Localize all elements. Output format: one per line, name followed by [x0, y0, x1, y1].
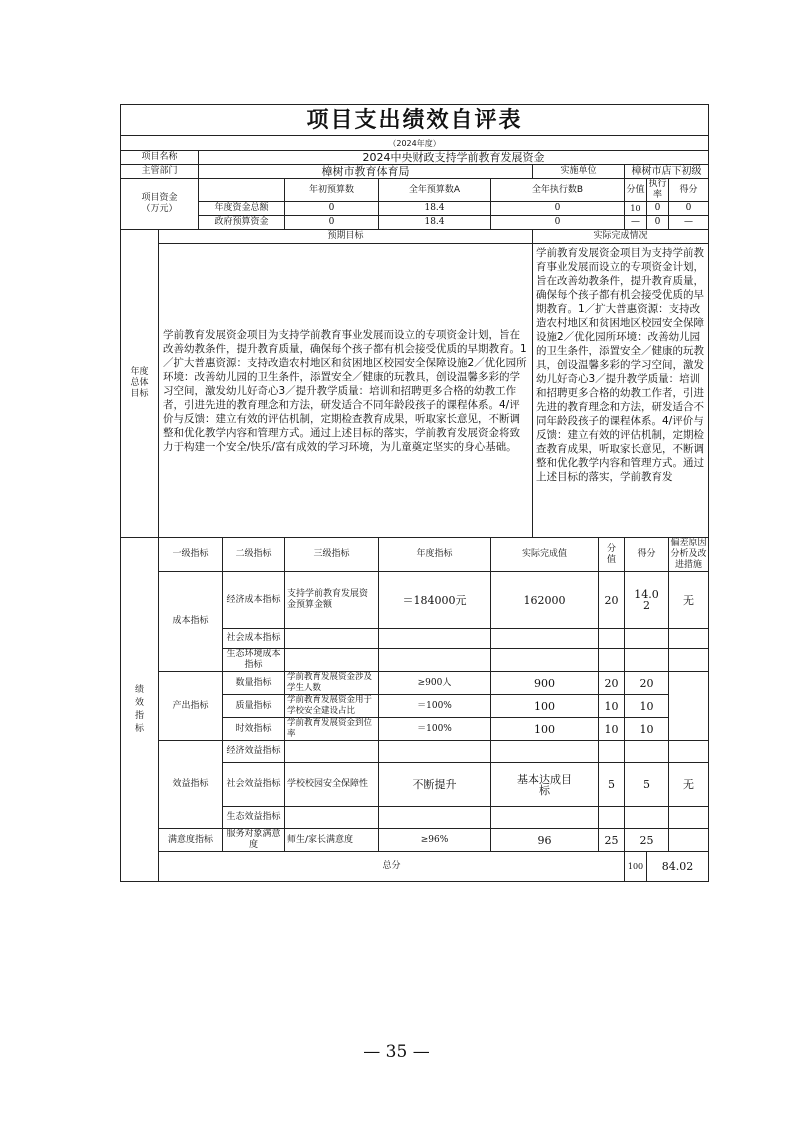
- output-score: 20: [599, 672, 625, 695]
- funds-cell: 10: [625, 202, 647, 216]
- benefit-l3: 学校校园安全保障性: [285, 763, 379, 807]
- actual-label: 实际完成情况: [533, 230, 709, 244]
- benefit-score: 5: [599, 763, 625, 807]
- perf-header-reason: 偏差原因分析及改进措施: [669, 538, 709, 572]
- benefit-l2: 经济效益指标: [223, 741, 285, 763]
- funds-header-executed: 全年执行数B: [491, 179, 625, 202]
- empty-cell: [599, 741, 625, 763]
- empty-cell: [669, 629, 709, 649]
- perf-header-actual: 实际完成值: [491, 538, 599, 572]
- perf-header-score: 分值: [599, 538, 625, 572]
- output-l1: 产出指标: [159, 672, 223, 741]
- table-row: [121, 572, 709, 629]
- funds-cell: 0: [285, 216, 379, 230]
- output-actual: 100: [491, 718, 599, 741]
- cost-reason: 无: [669, 572, 709, 629]
- cost-l1: 成本指标: [159, 572, 223, 672]
- empty-cell: [285, 741, 379, 763]
- output-actual: 900: [491, 672, 599, 695]
- perf-header-l3: 三级指标: [285, 538, 379, 572]
- empty-cell: [379, 629, 491, 649]
- output-l3: 学前教育发展资金涉及学生人数: [285, 672, 379, 695]
- funds-gov-row: [121, 216, 709, 230]
- output-l2: 质量指标: [223, 695, 285, 718]
- goal-label: 年度总体目标: [121, 230, 159, 538]
- benefit-got: 5: [625, 763, 669, 807]
- empty-cell: [669, 741, 709, 763]
- perf-header-target: 年度指标: [379, 538, 491, 572]
- perf-label: [121, 538, 159, 882]
- empty-cell: [625, 649, 669, 672]
- funds-cell: 0: [647, 216, 669, 230]
- funds-row-label: 年度资金总额: [199, 202, 285, 216]
- empty-cell: [599, 807, 625, 829]
- form-title: 项目支出绩效自评表: [121, 105, 709, 136]
- year-row: [121, 136, 709, 151]
- output-l2: 数量指标: [223, 672, 285, 695]
- benefit-target: 不断提升: [379, 763, 491, 807]
- cost-actual: 162000: [491, 572, 599, 629]
- table-row: [121, 829, 709, 852]
- output-actual: 100: [491, 695, 599, 718]
- funds-header-initial: 年初预算数: [285, 179, 379, 202]
- satis-l2: 服务对象满意度: [223, 829, 285, 852]
- cost-target: ＝184000元: [379, 572, 491, 629]
- funds-cell: —: [669, 216, 709, 230]
- empty-cell: [669, 807, 709, 829]
- empty-cell: [285, 649, 379, 672]
- empty-cell: [669, 649, 709, 672]
- perf-header-got: 得分: [625, 538, 669, 572]
- funds-header-row: [121, 179, 709, 202]
- satis-l3: 师生/家长满意度: [285, 829, 379, 852]
- benefit-l2: 社会效益指标: [223, 763, 285, 807]
- output-got: 10: [625, 695, 669, 718]
- funds-header-rate: 执行率: [648, 179, 667, 200]
- benefit-actual: 基本达成目标: [491, 763, 599, 807]
- actual-text-cell: [533, 244, 709, 538]
- output-got: 10: [625, 718, 669, 741]
- benefit-l1: 效益指标: [159, 741, 223, 829]
- output-l2: 时效指标: [223, 718, 285, 741]
- expected-text: 学前教育发展资金项目为支持学前教育事业发展而设立的专项资金计划，旨在改善幼教条件，提升教育质量，确保每个孩子都有机会接受优质的早期教育。1／扩大普惠资源：支持改造农村地区和贫困地区校园安全保障设施2／优化园所环境：改善幼儿园的卫生条件，添置安全／健康的玩教具，创设温馨多彩的学习空间，激发幼儿好奇心3／提升教学质量：培训和招聘更多合格的幼教工作者，引进先进的教育理念和方法，研发适合不同年龄段孩子的课程体系。4/评价与反馈：建立有效的评估机制，定期检查教育成果，听取家长意见，不断调整和优化教学内容和管理方式。通过上述目标的落实，学前教育发展资金将致力于构建一个安全/快乐/富有成效的学习环境，为儿童奠定坚实的身心基础。: [159, 244, 533, 538]
- satis-target: ≥96%: [379, 829, 491, 852]
- dept-value: 樟树市教育体育局: [199, 165, 533, 179]
- form-year: （2024年度）: [121, 136, 709, 151]
- cost-got: 14.02: [625, 572, 669, 629]
- project-name-label: 项目名称: [121, 151, 199, 165]
- satis-got: 25: [625, 829, 669, 852]
- output-score: 10: [599, 695, 625, 718]
- cost-score: 20: [599, 572, 625, 629]
- empty-cell: [379, 741, 491, 763]
- title-row: [121, 105, 709, 136]
- empty-cell: [491, 741, 599, 763]
- funds-cell: 0: [647, 202, 669, 216]
- benefit-l2: 生态效益指标: [223, 807, 285, 829]
- total-got: 84.02: [647, 852, 709, 882]
- funds-total-row: [121, 202, 709, 216]
- empty-cell: [625, 741, 669, 763]
- total-row: [121, 852, 709, 882]
- impl-label: 实施单位: [533, 165, 625, 179]
- empty-cell: [599, 649, 625, 672]
- empty-cell: [379, 807, 491, 829]
- funds-cell: 0: [285, 202, 379, 216]
- output-reason: [669, 672, 709, 741]
- benefit-reason: 无: [669, 763, 709, 807]
- impl-value: 樟树市店下初级: [625, 165, 709, 179]
- perf-label-text: 绩效指标: [134, 684, 144, 734]
- table-row: [121, 672, 709, 695]
- satis-l1: 满意度指标: [159, 829, 223, 852]
- perf-header-l1: 一级指标: [159, 538, 223, 572]
- empty-cell: [669, 829, 709, 852]
- funds-cell: 18.4: [379, 202, 491, 216]
- output-target: ＝100%: [379, 695, 491, 718]
- empty-cell: [491, 649, 599, 672]
- funds-label: 项目资金 （万元）: [121, 179, 199, 230]
- empty-cell: [491, 629, 599, 649]
- dept-row: [121, 165, 709, 179]
- table-row: [121, 741, 709, 763]
- goal-content-row: [121, 244, 709, 538]
- output-score: 10: [599, 718, 625, 741]
- satis-score: 25: [599, 829, 625, 852]
- funds-cell: —: [625, 216, 647, 230]
- goal-header-row: [121, 230, 709, 244]
- total-score: 100: [625, 852, 647, 882]
- output-target: ≥900人: [379, 672, 491, 695]
- page-number: — 35 —: [363, 1042, 430, 1062]
- empty-cell: [625, 807, 669, 829]
- total-label: 总分: [159, 852, 625, 882]
- self-evaluation-form: [120, 104, 707, 873]
- project-name-value: 2024中央财政支持学前教育发展资金: [199, 151, 709, 165]
- funds-cell: 18.4: [379, 216, 491, 230]
- empty-cell: [285, 629, 379, 649]
- cost-l3: 支持学前教育发展资金预算金额: [285, 572, 379, 629]
- empty-cell: [625, 629, 669, 649]
- actual-text: 学前教育发展资金项目为支持学前教育事业发展而设立的专项资金计划，旨在改善幼教条件，提升教育质量，确保每个孩子都有机会接受优质的早期教育。1／扩大普惠资源：支持改造农村地区和贫困地区校园安全保障设施2／优化园所环境：改善幼儿园的卫生条件，添置安全／健康的玩教具，创设温馨多彩的学习空间，激发幼儿好奇心3／提升教学质量：培训和招聘更多合格的幼教工作者，引进先进的教育理念和方法，研发适合不同年龄段孩子的课程体系。4/评价与反馈：建立有效的评估机制，定期检查教育成果，听取家长意见，不断调整和优化教学内容和管理方式。通过上述目标的落实，学前教育发: [536, 247, 704, 483]
- perf-header-row: [121, 538, 709, 572]
- empty-cell: [379, 649, 491, 672]
- satis-actual: 96: [491, 829, 599, 852]
- output-l3: 学前教育发展资金到位率: [285, 718, 379, 741]
- funds-cell: 0: [491, 202, 625, 216]
- empty-cell: [599, 629, 625, 649]
- evaluation-table: [120, 104, 709, 882]
- funds-header-blank: [199, 179, 285, 202]
- cost-l2: 社会成本指标: [223, 629, 285, 649]
- funds-cell: 0: [669, 202, 709, 216]
- cost-l2: 生态环境成本指标: [223, 649, 285, 672]
- cost-l2: 经济成本指标: [223, 572, 285, 629]
- output-got: 20: [625, 672, 669, 695]
- output-target: ＝100%: [379, 718, 491, 741]
- project-name-row: [121, 151, 709, 165]
- empty-cell: [491, 807, 599, 829]
- output-l3: 学前教育发展资金用于学校安全建设占比: [285, 695, 379, 718]
- expected-label: 预期目标: [159, 230, 533, 244]
- perf-header-l2: 二级指标: [223, 538, 285, 572]
- dept-label: 主管部门: [121, 165, 199, 179]
- funds-header-annual: 全年预算数A: [379, 179, 491, 202]
- empty-cell: [285, 807, 379, 829]
- funds-header-score: 分值: [625, 179, 647, 202]
- funds-header-got: 得分: [669, 179, 709, 202]
- funds-row-label: 政府预算资金: [199, 216, 285, 230]
- funds-cell: 0: [491, 216, 625, 230]
